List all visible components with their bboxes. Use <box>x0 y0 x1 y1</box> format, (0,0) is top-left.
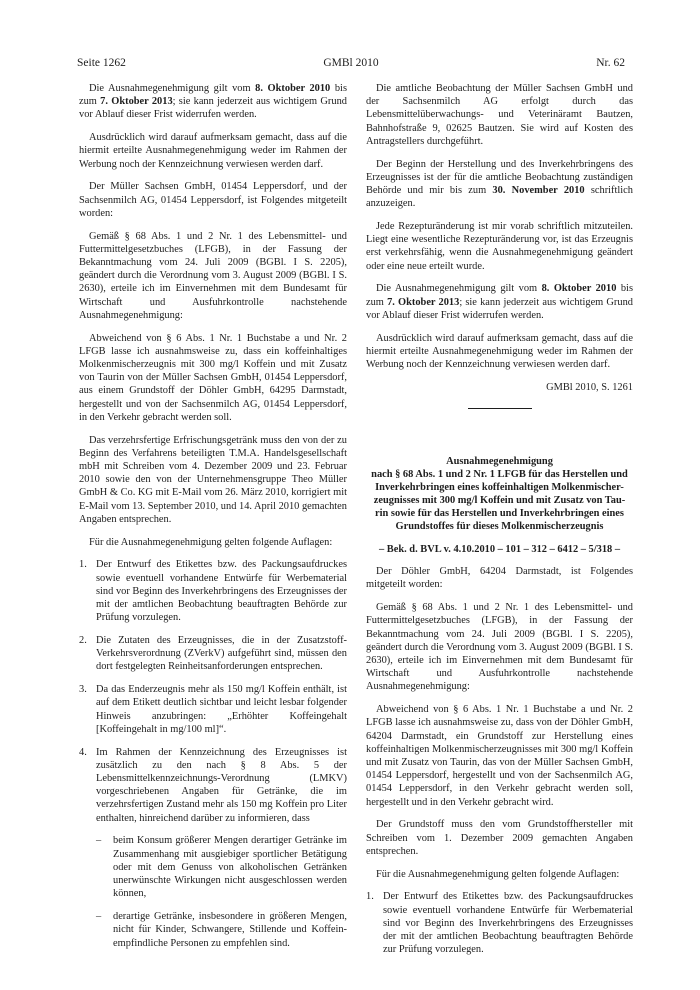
right-column <box>366 82 633 966</box>
citation: GMBl 2010, S. 1261 <box>546 381 633 393</box>
condition-item-1: 1. Der Entwurf des Etikettes bzw. des Packungsaufdruckes sowie eventuell vorhandene Entwürfe für Werbematerial sind vor Beginn des Inverkehrbringens des Erzeugnisses der mit der amtlichen Beobachtung beauftragten Behörde zur Prüfung vorzulegen. <box>79 559 347 624</box>
observation-paragraph: Die amtliche Beobachtung der Müller Sachsen GmbH und der Sachsenmilch AG erfolgt durch das Lebensmittelüberwachungs- und Veterinäramt Bautzen, Bahnhofstraße 9, 02625 Bautzen. Sie wird auf Kosten des Antragstellers durchgeführt. <box>366 83 633 147</box>
page-header <box>77 57 625 73</box>
advertising-notice: Ausdrücklich wird darauf aufmerksam gemacht, dass auf die hiermit erteilte Ausnahmegenehmigung weder im Rahmen der Werbung noch der Kennzeichnung verwiesen werden darf. <box>79 132 347 170</box>
exemption-paragraph: Abweichend von § 6 Abs. 1 Nr. 1 Buchstabe a und Nr. 2 LFGB lasse ich ausnahmsweise zu, dass ein koffeinhaltiges Molkenmischerzeugnis mit 300 mg/l Koffein und mit Zusatz von Taurin von der Müller Sachsen GmbH, 01454 Leppersdorf, aus einem Grundstoff der Döhler GmbH, 64295 Darmstadt, hergestellt und von der Sachsenmilch AG, 01454 Leppersdorf, in den Verkehr gebracht werden soll. <box>79 332 347 423</box>
recipient-paragraph: Der Müller Sachsen GmbH, 01454 Leppersdorf, und der Sachsenmilch AG, 01454 Leppersdorf, ist Folgendes mitgeteilt worden: <box>79 181 347 219</box>
legal-basis-paragraph-2: Gemäß § 68 Abs. 1 und 2 Nr. 1 des Lebensmittel- und Futtermittelgesetzbuches (LFGB), in der Fassung der Bekanntmachung vom 24. Juli 2009 (BGBl. I S. 2205), geändert durch die Verordnung vom 3. August 2009 (BGBl. I S. 2630), erteile ich im Einvernehmen mit dem Bundesamt für Wirtschaft und Ausfuhrkontrolle nachstehende Ausnahmegenehmigung: <box>366 602 633 693</box>
validity-paragraph-2: Die Ausnahmegenehmigung gilt vom 8. Oktober 2010 bis zum 7. Oktober 2013; sie kann jederzeit aus wichtigem Grund vor Ablauf dieser Frist widerrufen werden. <box>366 283 633 321</box>
page-number: Seite 1262 <box>77 57 126 69</box>
recipient-paragraph-2: Der Döhler GmbH, 64204 Darmstadt, ist Folgendes mitgeteilt worden: <box>366 566 633 591</box>
condition-item-2: 2. Die Zutaten des Erzeugnisses, die in der Zusatzstoff-Verkehrsverordnung (ZVerkV) aufgeführt sind, müssen den dort festgelegten Reinheitsanforderungen entsprechen. <box>79 635 347 673</box>
condition-item-4: 4. Im Rahmen der Kennzeichnung des Erzeugnisses ist zusätzlich zu den nach § 8 Abs. 5 der Lebensmittelkennzeichnungs-Verordnung (LMKV) vorgeschriebenen Angaben für Getränke, die im verzehrsfertigen Zustand mehr als 150 mg Koffein pro Liter enthalten, hinreichend darüber zu informieren, dass <box>79 746 347 824</box>
recipe-change-paragraph: Jede Rezepturänderung ist mir vorab schriftlich mitzuteilen. Liegt eine wesentliche Rezepturänderung vor, ist das Erzeugnis erst verkehrsfähig, wenn die Ausnahmegenehmigung geändert oder eine neue erteilt wurde. <box>366 221 633 272</box>
conditions-intro: Für die Ausnahmegenehmigung gelten folgende Auflagen: <box>89 536 333 548</box>
warning-dash-item-1: – beim Konsum größerer Mengen derartiger Getränke im Zusammenhang mit ausgiebiger sportlicher Betätigung oder mit dem Genuss von alkoholischen Getränken unerwünschte Wirkungen nicht ausgeschlossen werden können, <box>96 835 347 900</box>
section-divider <box>468 408 532 409</box>
condition-item-1b: 1. Der Entwurf des Etikettes bzw. des Packungsaufdruckes sowie eventuell vorhandene Entwürfe für Werbematerial sind vor Beginn des Inverkehrbringens des Erzeugnisses der mit der amtlichen Beobachtung beauftragten Behörde zur Prüfung vorzulegen. <box>366 891 633 956</box>
legal-basis-paragraph: Gemäß § 68 Abs. 1 und 2 Nr. 1 des Lebensmittel- und Futtermittelgesetzbuches (LFGB), in der Fassung der Bekanntmachung vom 24. Juli 2009 (BGBl. I S. 2205), geändert durch die Verordnung vom 3. August 2009 (BGBl. I S. 2630), erteile ich im Einvernehmen mit dem Bundesamt für Wirtschaft und Ausfuhrkontrolle nachstehende Ausnahmegenehmigung: <box>79 230 347 321</box>
announcement-reference: – Bek. d. BVL v. 4.10.2010 – 101 – 312 – 6412 – 5/318 – <box>378 544 621 556</box>
publication-title: GMBl 2010 <box>323 57 379 69</box>
start-notice-paragraph: Der Beginn der Herstellung und des Inverkehrbringens des Erzeugnisses ist der für die amtliche Beobachtung zuständigen Behörde und mir bis zum 30. November 2010 schriftlich anzuzeigen. <box>366 158 633 210</box>
exemption-paragraph-2: Abweichend von § 6 Abs. 1 Nr. 1 Buchstabe a und Nr. 2 LFGB lasse ich ausnahmsweise zu, dass von der Döhler GmbH, 64204 Darmstadt, ein Grundstoff zur Herstellung eines koffeinhaltigen Molkenmischerzeugnisses mit 300 mg/l Koffein und mit Zusatz von Taurin, das von der Müller Sachsen GmbH, 01454 Leppersdorf, hergestellt und von der Sachsenmilch AG, 01454 Leppersdorf, in den Verkehr gebracht werden soll, hergestellt und in den Verkehr gebracht wird. <box>366 704 633 808</box>
product-requirements-paragraph: Das verzehrsfertige Erfrischungsgetränk muss den von der zu Beginn des Verfahrens beteiligten T.M.A. Handelsgesellschaft mbH mit Schreiben vom 4. Dezember 2009 und 23. Februar 2010 sowie den von der Unternehmensgruppe Theo Müller GmbH & Co. KG mit E-Mail vom 26. März 2010, korrigiert mit E-Mail vom 13. September 2010, und 14. April 2010 gemachten Angaben entsprechen. <box>79 434 347 525</box>
conditions-intro-2: Für die Ausnahmegenehmigung gelten folgende Auflagen: <box>376 868 620 880</box>
condition-item-3: 3. Da das Enderzeugnis mehr als 150 mg/l Koffein enthält, ist auf dem Etikett deutlich sichtbar und leicht lesbar folgender Hinweis anzubringen: „Erhöhter Koffeingehalt [Koffeingehalt in mg/100 ml]“. <box>79 684 347 735</box>
validity-paragraph: Die Ausnahmegenehmigung gilt vom 8. Oktober 2010 bis zum 7. Oktober 2013; sie kann jederzeit aus wichtigem Grund vor Ablauf dieser Frist widerrufen werden. <box>79 83 347 121</box>
left-column <box>79 82 347 959</box>
advertising-notice-2: Ausdrücklich wird darauf aufmerksam gemacht, dass auf die hiermit erteilte Ausnahmegenehmigung weder im Rahmen der Werbung noch der Kennzeichnung verwiesen werden darf. <box>366 332 633 371</box>
warning-dash-item-2: – derartige Getränke, insbesondere in größeren Mengen, nicht für Kinder, Schwangere, Stillende und Koffein-empfindliche Personen zu empfehlen sind. <box>96 911 347 949</box>
section-title: Ausnahmegenehmigung nach § 68 Abs. 1 und 2 Nr. 1 LFGB für das Herstellen und Inverkehrbringen eines koffeinhaltigen Molkenmischer- zeugnisses mit 300 mg/l Koffein und mit Zusatz von Tau- rin sowie für das Herstellen und Inverkehrbringen eines Grundstoffes für dieses Molkenmischerzeugnis <box>371 456 628 533</box>
issue-number: Nr. 62 <box>596 57 625 69</box>
base-material-paragraph: Der Grundstoff muss den vom Grundstoffhersteller mit Schreiben vom 1. Dezember 2009 gemachten Angaben entsprechen. <box>366 819 633 857</box>
